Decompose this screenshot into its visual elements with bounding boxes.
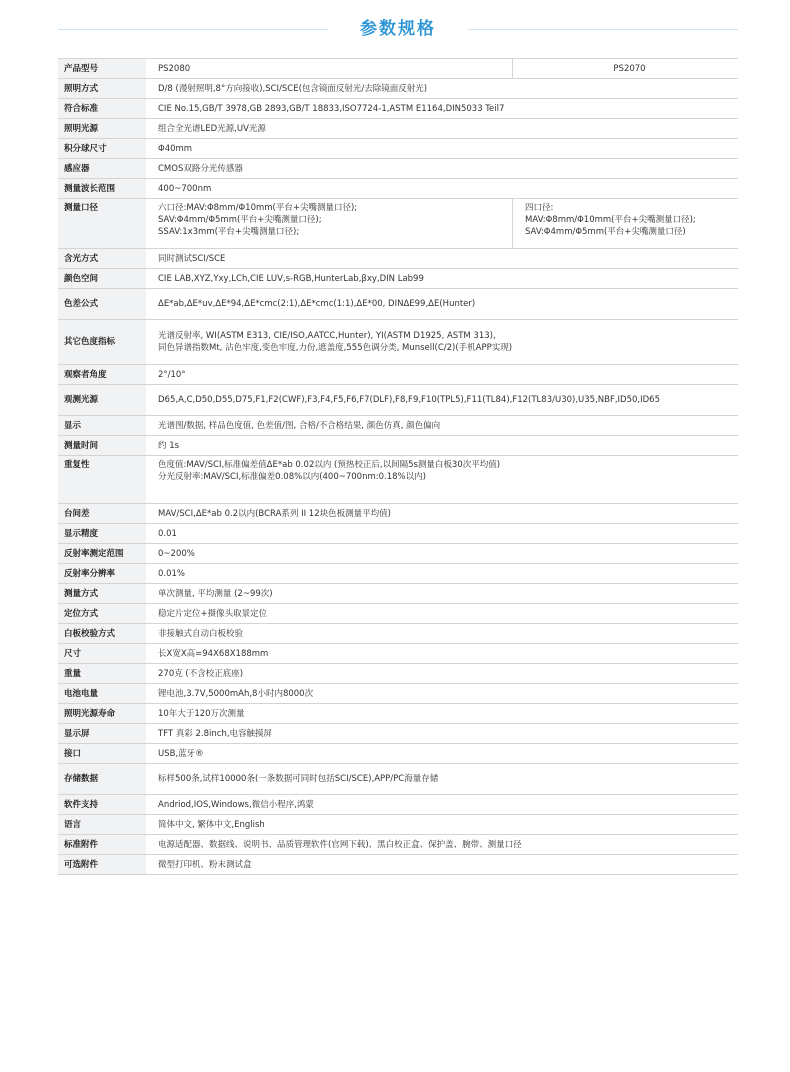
spec-label: 可选附件 [58,855,146,875]
spec-row [58,416,738,436]
spec-row [58,524,738,544]
spec-value: 色度值:MAV/SCI,标准偏差值ΔE*ab 0.02以内 (预热校正后,以间隔5s测量白板30次平均值) 分光反射率:MAV/SCI,标准偏差0.08%以内(400~700nm:0.18%以内) [146,456,738,504]
spec-row [58,269,738,289]
spec-row [58,584,738,604]
spec-row [58,604,738,624]
spec-label: 含光方式 [58,249,146,269]
spec-value: 光谱反射率, WI(ASTM E313, CIE/ISO,AATCC,Hunter), YI(ASTM D1925, ASTM 313), 同色异谱指数Mt, 沾色牢度,变色牢度,力份,遮盖度,555色调分类, Munsell(C/2)(手机APP实现) [146,320,738,365]
spec-label: 照明光源寿命 [58,704,146,724]
spec-row [58,644,738,664]
spec-value: 0.01% [146,564,738,584]
spec-row [58,456,738,504]
spec-value: 微型打印机、粉末测试盒 [146,855,738,875]
spec-label: 显示精度 [58,524,146,544]
spec-label: 白板校验方式 [58,624,146,644]
spec-row [58,159,738,179]
spec-label: 软件支持 [58,795,146,815]
spec-label: 测量波长范围 [58,179,146,199]
spec-label: 观察者角度 [58,365,146,385]
spec-label: 定位方式 [58,604,146,624]
spec-row [58,795,738,815]
spec-table [58,58,738,875]
spec-label: 感应器 [58,159,146,179]
spec-row [58,320,738,365]
spec-value: D65,A,C,D50,D55,D75,F1,F2(CWF),F3,F4,F5,F6,F7(DLF),F8,F9,F10(TPL5),F11(TL84),F12(TL83/U30),U35,NBF,ID50,ID65 [146,385,738,416]
spec-row [58,855,738,875]
spec-value: 稳定片定位+摄像头取景定位 [146,604,738,624]
spec-label: 显示 [58,416,146,436]
spec-label: 测量方式 [58,584,146,604]
spec-row [58,835,738,855]
spec-row [58,385,738,416]
spec-row [58,119,738,139]
spec-value: 锂电池,3.7V,5000mAh,8小时内8000次 [146,684,738,704]
spec-label: 积分球尺寸 [58,139,146,159]
spec-row [58,436,738,456]
spec-row [58,664,738,684]
spec-value: Andriod,IOS,Windows,微信小程序,鸿蒙 [146,795,738,815]
spec-row [58,179,738,199]
spec-row [58,704,738,724]
spec-value: 2°/10° [146,365,738,385]
spec-label: 颜色空间 [58,269,146,289]
spec-label: 符合标准 [58,99,146,119]
spec-value: 光谱图/数据, 样品色度值, 色差值/图, 合格/不合格结果, 颜色仿真, 颜色偏向 [146,416,738,436]
spec-label: 语言 [58,815,146,835]
spec-row-aperture [58,199,738,249]
spec-value: 单次测量, 平均测量 (2~99次) [146,584,738,604]
aperture-ps2080: 六口径:MAV:Φ8mm/Φ10mm(平台+尖嘴测量口径); SAV:Φ4mm/Φ5mm(平台+尖嘴测量口径); SSAV:1x3mm(平台+尖嘴测量口径); [146,199,513,249]
spec-label: 反射率测定范围 [58,544,146,564]
spec-row [58,99,738,119]
spec-row [58,744,738,764]
spec-row [58,139,738,159]
spec-value: 270克 (不含校正底座) [146,664,738,684]
spec-value: USB,蓝牙® [146,744,738,764]
spec-value: TFT 真彩 2.8inch,电容触摸屏 [146,724,738,744]
spec-row-model [58,59,738,79]
spec-label: 照明方式 [58,79,146,99]
spec-label: 接口 [58,744,146,764]
title-rule-right [468,29,738,30]
spec-row [58,504,738,524]
spec-value: ΔE*ab,ΔE*uv,ΔE*94,ΔE*cmc(2:1),ΔE*cmc(1:1),ΔE*00, DINΔE99,ΔE(Hunter) [146,289,738,320]
spec-value: 长X宽X高=94X68X188mm [146,644,738,664]
spec-value: 组合全光谱LED光源,UV光源 [146,119,738,139]
model-ps2080: PS2080 [146,59,513,79]
spec-value: CIE No.15,GB/T 3978,GB 2893,GB/T 18833,ISO7724-1,ASTM E1164,DIN5033 Teil7 [146,99,738,119]
spec-value: 简体中文, 繁体中文,English [146,815,738,835]
spec-row [58,684,738,704]
spec-label: 尺寸 [58,644,146,664]
spec-row [58,289,738,320]
spec-value: 标样500条,试样10000条(一条数据可同时包括SCI/SCE),APP/PC海量存储 [146,764,738,795]
spec-row [58,564,738,584]
spec-value: CIE LAB,XYZ,Yxy,LCh,CIE LUV,s-RGB,HunterLab,βxy,DIN Lab99 [146,269,738,289]
spec-label: 重量 [58,664,146,684]
spec-label: 色差公式 [58,289,146,320]
spec-label: 显示屏 [58,724,146,744]
spec-value: 400~700nm [146,179,738,199]
spec-value: CMOS双路分光传感器 [146,159,738,179]
page-title: 参数规格 [360,19,436,39]
spec-value: MAV/SCI,ΔE*ab 0.2以内(BCRA系列 II 12块色板测量平均值) [146,504,738,524]
spec-label: 反射率分辨率 [58,564,146,584]
spec-row [58,764,738,795]
spec-value: 0.01 [146,524,738,544]
spec-row [58,724,738,744]
spec-label: 台间差 [58,504,146,524]
spec-label: 标准附件 [58,835,146,855]
spec-label: 观测光源 [58,385,146,416]
spec-value: D/8 (漫射照明,8°方向接收),SCI/SCE(包含镜面反射光/去除镜面反射光) [146,79,738,99]
spec-label: 测量时间 [58,436,146,456]
spec-value: 同时测试SCI/SCE [146,249,738,269]
model-ps2070: PS2070 [513,59,739,79]
spec-row [58,624,738,644]
spec-label: 存储数据 [58,764,146,795]
spec-value: 约 1s [146,436,738,456]
spec-value: 0~200% [146,544,738,564]
spec-label: 重复性 [58,456,146,504]
spec-value: 非接触式自动白板校验 [146,624,738,644]
spec-row [58,365,738,385]
spec-value: Φ40mm [146,139,738,159]
spec-label: 其它色度指标 [58,320,146,365]
spec-row [58,79,738,99]
spec-label: 照明光源 [58,119,146,139]
spec-label: 电池电量 [58,684,146,704]
aperture-ps2070: 四口径: MAV:Φ8mm/Φ10mm(平台+尖嘴测量口径); SAV:Φ4mm/Φ5mm(平台+尖嘴测量口径) [513,199,739,249]
spec-row [58,815,738,835]
spec-value: 10年大于120万次测量 [146,704,738,724]
spec-label: 产品型号 [58,59,146,79]
spec-row [58,249,738,269]
spec-value: 电源适配器、数据线、说明书、品质管理软件(官网下载)、黑白校正盒、保护盖、腕带、测量口径 [146,835,738,855]
spec-label: 测量口径 [58,199,146,249]
spec-row [58,544,738,564]
title-area [58,14,738,44]
